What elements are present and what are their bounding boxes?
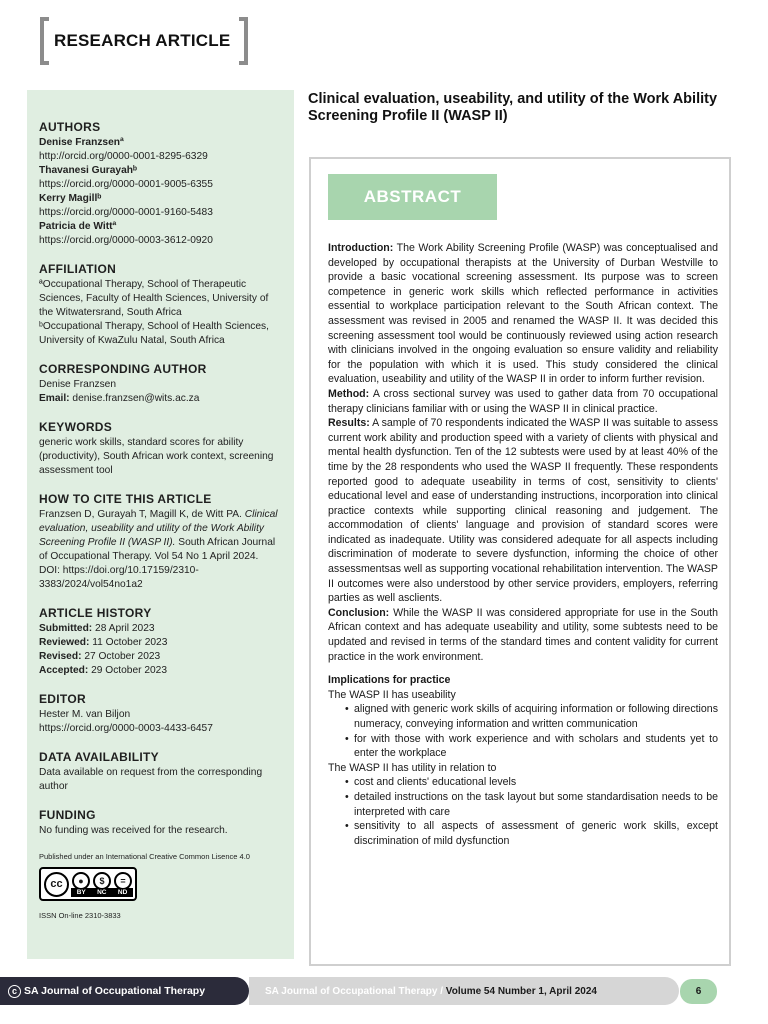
implications-utility-intro: The WASP II has utility in relation to: [328, 761, 497, 774]
cc-nd-label: ND: [117, 889, 128, 896]
email-label: Email:: [39, 393, 70, 404]
affiliation-text: ªOccupational Therapy, School of Therapeutic Sciences, Faculty of Health Sciences, University of the Witwatersrand, South Africa: [39, 279, 269, 318]
affiliation-text: ᵇOccupational Therapy, School of Health Sciences, University of KwaZulu Natal, South Africa: [39, 321, 269, 346]
editor-orcid-link[interactable]: https://orcid.org/0000-0003-4433-6457: [39, 723, 213, 734]
editor-heading: EDITOR: [39, 692, 86, 706]
issn-text: ISSN On-line 2310-3833: [39, 911, 121, 920]
authors-heading: AUTHORS: [39, 120, 101, 134]
list-item: • for with those with work experience and with scholars and students yet to enter the workplace: [354, 732, 718, 761]
email-link[interactable]: denise.franzsen@wits.ac.za: [72, 393, 200, 404]
attribution-icon: ●: [72, 872, 90, 890]
funding-heading: FUNDING: [39, 808, 96, 822]
keywords-text: generic work skills, standard scores for ability (productivity), South African work context, screening assessment tool: [39, 437, 274, 476]
results-text: A sample of 70 respondents indicated the WASP II was suitable to assess current work ability and production speed with a variety of clients with physical and mental health dysfunction. Ten of the 12 subtests were used by at least 40% of the time by the 28 respondents who used the WASP II frequently. These respondents reported good to adequate useability in terms of cost, sensitivity to clients' educational level and ease of understanding instructions, incorporation into clinical practice contexts while supporting clinical reasoning and judgement. The accommodation of clients' language and provision of standard scores were indicated as inadequate. Utility was considered adequate for all aspects including discrimination of moderate to severe dysfunction, informing the choice of other assessmentsas well as supporting vocational rehabilitation intervention. The WASP II outcomes were also understood by other service providers, employers, referring parties as well asclients.: [328, 417, 718, 605]
footer-volume: Volume 54 Number 1, April 2024: [445, 985, 597, 997]
affiliation-section: [39, 262, 282, 348]
history-label: Reviewed:: [39, 637, 90, 648]
article-title: Clinical evaluation, useability, and utility of the Work Ability Screening Profile II (WASP II): [308, 91, 718, 124]
cc-by-label: BY: [76, 889, 86, 896]
data-availability-heading: DATA AVAILABILITY: [39, 750, 159, 764]
introduction-text: The Work Ability Screening Profile (WASP) was conceptualised and developed by occupational therapists at the University of Durban Westville to provide a basic vocational screening assessment. Its purpose was to screen competence in generic work skills which reflected performance in activities essential to workplace participation relevant to the South African context. The assessment was revised in 2005 and renamed the WASP II. It was decided this screening assessment tool would be continuously reviewed using action research with clinicians involved in the ongoing evaluation so ensure validity and reliability for the population with which it is used. This study considered the clinical evaluation, useability and utility of the WASP II in order to inform further revision.: [328, 242, 718, 386]
implications-heading: Implications for practice: [328, 674, 451, 687]
article-history-section: [39, 606, 282, 678]
results-paragraph: [328, 416, 718, 606]
license-text: Published under an International Creative Common Lisence 4.0: [39, 852, 250, 861]
history-value: 11 October 2023: [92, 637, 168, 648]
history-value: 28 April 2023: [95, 623, 155, 634]
implications-useability-intro: The WASP II has useability: [328, 688, 456, 701]
article-info-sidebar: [27, 90, 294, 959]
cc-nc-label: NC: [97, 889, 107, 896]
article-history-heading: ARTICLE HISTORY: [39, 606, 152, 620]
useability-list: [328, 702, 718, 760]
method-label: Method:: [328, 387, 370, 400]
author-name: Kerry Magillᵇ: [39, 193, 102, 204]
author-orcid-link[interactable]: https://orcid.org/0000-0001-9160-5483: [39, 207, 213, 218]
list-item: • detailed instructions on the task layout but some standardisation needs to be interpreted with care: [354, 790, 718, 819]
citation-heading: HOW TO CITE THIS ARTICLE: [39, 492, 212, 506]
method-paragraph: [328, 387, 718, 416]
authors-section: [39, 120, 282, 248]
author-name: Denise Franzsenª: [39, 137, 124, 148]
creative-commons-badge[interactable]: [39, 867, 137, 901]
left-bracket: [40, 17, 49, 65]
article-type-label: RESEARCH ARTICLE: [54, 31, 231, 50]
article-type-tag: [40, 17, 248, 65]
cc-terms-bar: [71, 888, 133, 897]
footer-journal-pill: [0, 977, 249, 1005]
list-item: • cost and clients' educational levels: [354, 775, 718, 790]
citation-source: South African Journal of Occupational Therapy. Vol 54 No 1 April 2024. DOI: https://doi.org/10.17159/2310-3383/2024/vol54no1a2: [39, 537, 276, 590]
list-item: • aligned with generic work skills of acquiring information or following directions numeracy, conveying information and written communication: [354, 702, 718, 731]
keywords-heading: KEYWORDS: [39, 420, 113, 434]
history-value: 27 October 2023: [84, 651, 161, 662]
conclusion-label: Conclusion:: [328, 606, 390, 619]
abstract-box: [309, 157, 731, 966]
history-value: 29 October 2023: [91, 665, 168, 676]
list-item: • sensitivity to all aspects of assessment of generic work skills, except discrimination of mild dysfunction: [354, 819, 718, 848]
footer-volume-pill: [249, 977, 679, 1005]
affiliation-heading: AFFILIATION: [39, 262, 117, 276]
citation-title: Clinical evaluation, useability and utility of the Work Ability Screening Profile II (WASP II).: [39, 509, 278, 548]
footer-journal-name: SA Journal of Occupational Therapy: [24, 985, 206, 997]
keywords-section: [39, 420, 282, 478]
right-bracket: [239, 17, 248, 65]
introduction-label: Introduction:: [328, 242, 394, 254]
citation-section: [39, 492, 282, 592]
author-orcid-link[interactable]: https://orcid.org/0000-0003-3612-0920: [39, 235, 213, 246]
corresponding-author-section: [39, 362, 282, 406]
citation-authors: Franzsen D, Gurayah T, Magill K, de Witt PA.: [39, 509, 242, 520]
editor-section: [39, 692, 282, 736]
cc-icon: cc: [44, 872, 69, 897]
history-label: Accepted:: [39, 665, 89, 676]
data-availability-text: Data available on request from the corresponding author: [39, 767, 263, 792]
page-number: 6: [680, 979, 717, 1004]
history-label: Submitted:: [39, 623, 93, 634]
conclusion-paragraph: [328, 606, 718, 664]
author-orcid-link[interactable]: https://orcid.org/0000-0001-9005-6355: [39, 179, 213, 190]
method-text: A cross sectional survey was used to gather data from 70 occupational therapy clinicians familiar with or using the WASP II in clinical practice.: [328, 387, 718, 415]
conclusion-text: While the WASP II was considered appropriate for use in the South African context and has adequate useability and utility, some subtests need to be updated and revised in terms of the standard times and content validity for current practice in the work environment.: [328, 606, 719, 663]
data-availability-section: [39, 750, 282, 794]
corresponding-author-heading: CORRESPONDING AUTHOR: [39, 362, 207, 376]
author-orcid-link[interactable]: http://orcid.org/0000-0001-8295-6329: [39, 151, 208, 162]
footer-journal-muted: SA Journal of Occupational Therapy /: [265, 985, 443, 997]
history-label: Revised:: [39, 651, 82, 662]
author-name: Patricia de Wittª: [39, 221, 117, 232]
abstract-badge: ABSTRACT: [328, 174, 497, 220]
abstract-body: [328, 241, 718, 848]
utility-list: [328, 775, 718, 848]
corresponding-author-name: Denise Franzsen: [39, 379, 117, 390]
copyright-icon: c: [8, 985, 21, 998]
editor-name: Hester M. van Biljon: [39, 709, 131, 720]
introduction-paragraph: [328, 241, 718, 387]
funding-section: [39, 808, 282, 838]
implications-section: [328, 673, 718, 848]
noderivatives-icon: =: [114, 872, 132, 890]
noncommercial-icon: $: [93, 872, 111, 890]
results-label: Results:: [328, 417, 370, 430]
funding-text: No funding was received for the research.: [39, 825, 228, 836]
author-name: Thavanesi Gurayahᵇ: [39, 165, 137, 176]
